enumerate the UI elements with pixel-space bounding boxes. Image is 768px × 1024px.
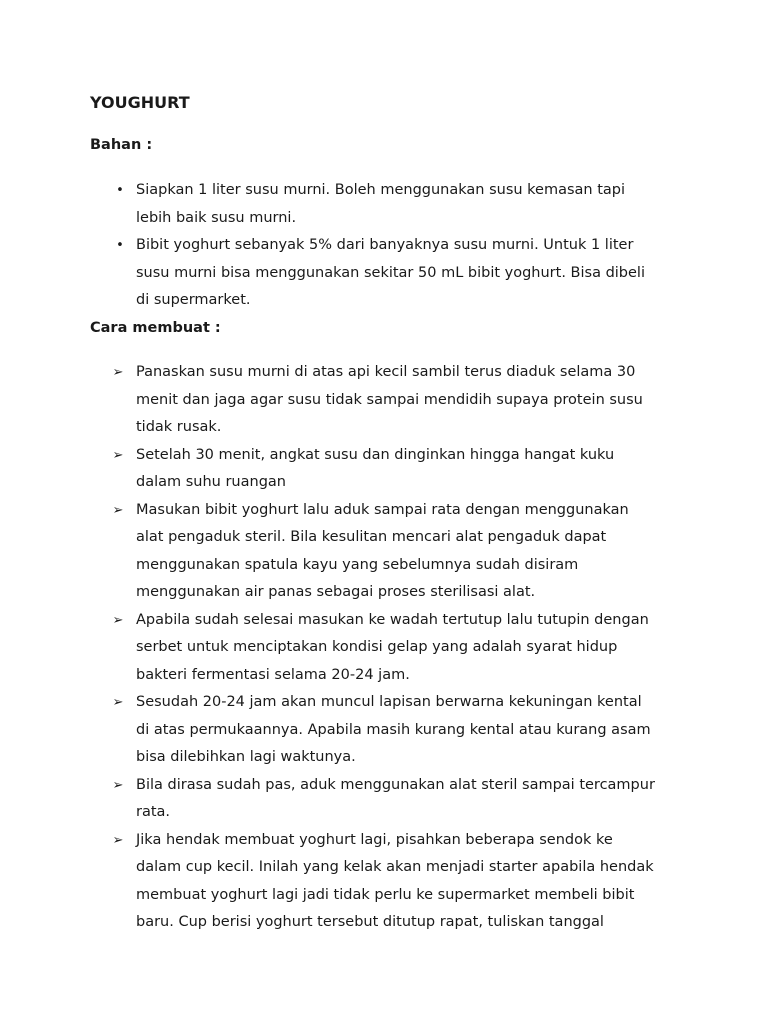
- bahan-heading: Bahan :: [90, 137, 153, 153]
- list-item-line: susu murni bisa menggunakan sekitar 50 mL bibit yoghurt. Bisa dibeli: [136, 264, 645, 281]
- list-item: [0, 827, 681, 937]
- list-item-line: Setelah 30 menit, angkat susu dan dinginkan hingga hangat kuku: [136, 446, 615, 463]
- document-title: YOUGHURT: [90, 93, 190, 112]
- list-item-line: alat pengaduk steril. Bila kesulitan mencari alat pengaduk dapat: [136, 529, 607, 545]
- list-item-line: bakteri fermentasi selama 20-24 jam.: [136, 666, 410, 683]
- list-item-line: Masukan bibit yoghurt lalu aduk sampai rata dengan menggunakan: [136, 501, 629, 518]
- list-item: [0, 689, 681, 772]
- list-item-line: rata.: [136, 804, 171, 820]
- list-item-line: di atas permukaannya. Apabila masih kurang kental atau kurang asam: [136, 721, 651, 738]
- arrowhead-bullet-icon: ➢: [112, 832, 124, 848]
- list-item: [0, 497, 681, 607]
- arrowhead-bullet-icon: ➢: [112, 777, 124, 793]
- list-item-line: Bibit yoghurt sebanyak 5% dari banyaknya susu murni. Untuk 1 liter: [136, 237, 634, 253]
- list-item-line: lebih baik susu murni.: [136, 209, 297, 226]
- arrowhead-bullet-icon: ➢: [112, 365, 124, 380]
- list-item: [0, 772, 681, 827]
- list-item: [0, 177, 681, 232]
- cara-heading: Cara membuat :: [90, 320, 221, 336]
- arrowhead-bullet-icon: ➢: [112, 612, 124, 628]
- list-item: [0, 607, 681, 690]
- list-item-line: Siapkan 1 liter susu murni. Boleh menggunakan susu kemasan tapi: [136, 182, 626, 198]
- arrowhead-bullet-icon: ➢: [112, 695, 124, 710]
- list-item-line: tidak rusak.: [136, 419, 222, 435]
- list-item-line: di supermarket.: [136, 292, 251, 308]
- list-item-line: serbet untuk menciptakan kondisi gelap yang adalah syarat hidup: [136, 639, 618, 655]
- list-item-line: dalam suhu ruangan: [136, 474, 286, 490]
- list-item-line: Panaskan susu murni di atas api kecil sambil terus diaduk selama 30: [136, 364, 636, 380]
- list-item-line: membuat yoghurt lagi jadi tidak perlu ke supermarket membeli bibit: [136, 886, 635, 903]
- list-item: [0, 359, 681, 442]
- arrowhead-bullet-icon: ➢: [112, 502, 124, 518]
- list-item-line: menggunakan air panas sebagai proses sterilisasi alat.: [136, 584, 536, 600]
- list-item-line: menggunakan spatula kayu yang sebelumnya sudah disiram: [136, 556, 579, 573]
- bahan-list: [0, 177, 768, 315]
- round-bullet-icon: •: [116, 183, 124, 198]
- list-item-line: bisa dilebihkan lagi waktunya.: [136, 749, 356, 765]
- list-item-line: menit dan jaga agar susu tidak sampai mendidih supaya protein susu: [136, 391, 643, 408]
- list-item-line: baru. Cup berisi yoghurt tersebut ditutup rapat, tuliskan tanggal: [136, 914, 604, 930]
- cara-list: [0, 359, 768, 937]
- arrowhead-bullet-icon: ➢: [112, 447, 124, 463]
- list-item-line: Jika hendak membuat yoghurt lagi, pisahkan beberapa sendok ke: [136, 831, 613, 848]
- list-item-line: Bila dirasa sudah pas, aduk menggunakan alat steril sampai tercampur: [136, 776, 655, 793]
- round-bullet-icon: •: [116, 238, 124, 253]
- list-item-line: Sesudah 20-24 jam akan muncul lapisan berwarna kekuningan kental: [136, 694, 642, 710]
- list-item: [0, 442, 681, 497]
- list-item-line: Apabila sudah selesai masukan ke wadah tertutup lalu tutupin dengan: [136, 611, 649, 628]
- list-item-line: dalam cup kecil. Inilah yang kelak akan menjadi starter apabila hendak: [136, 859, 654, 875]
- list-item: [0, 232, 681, 315]
